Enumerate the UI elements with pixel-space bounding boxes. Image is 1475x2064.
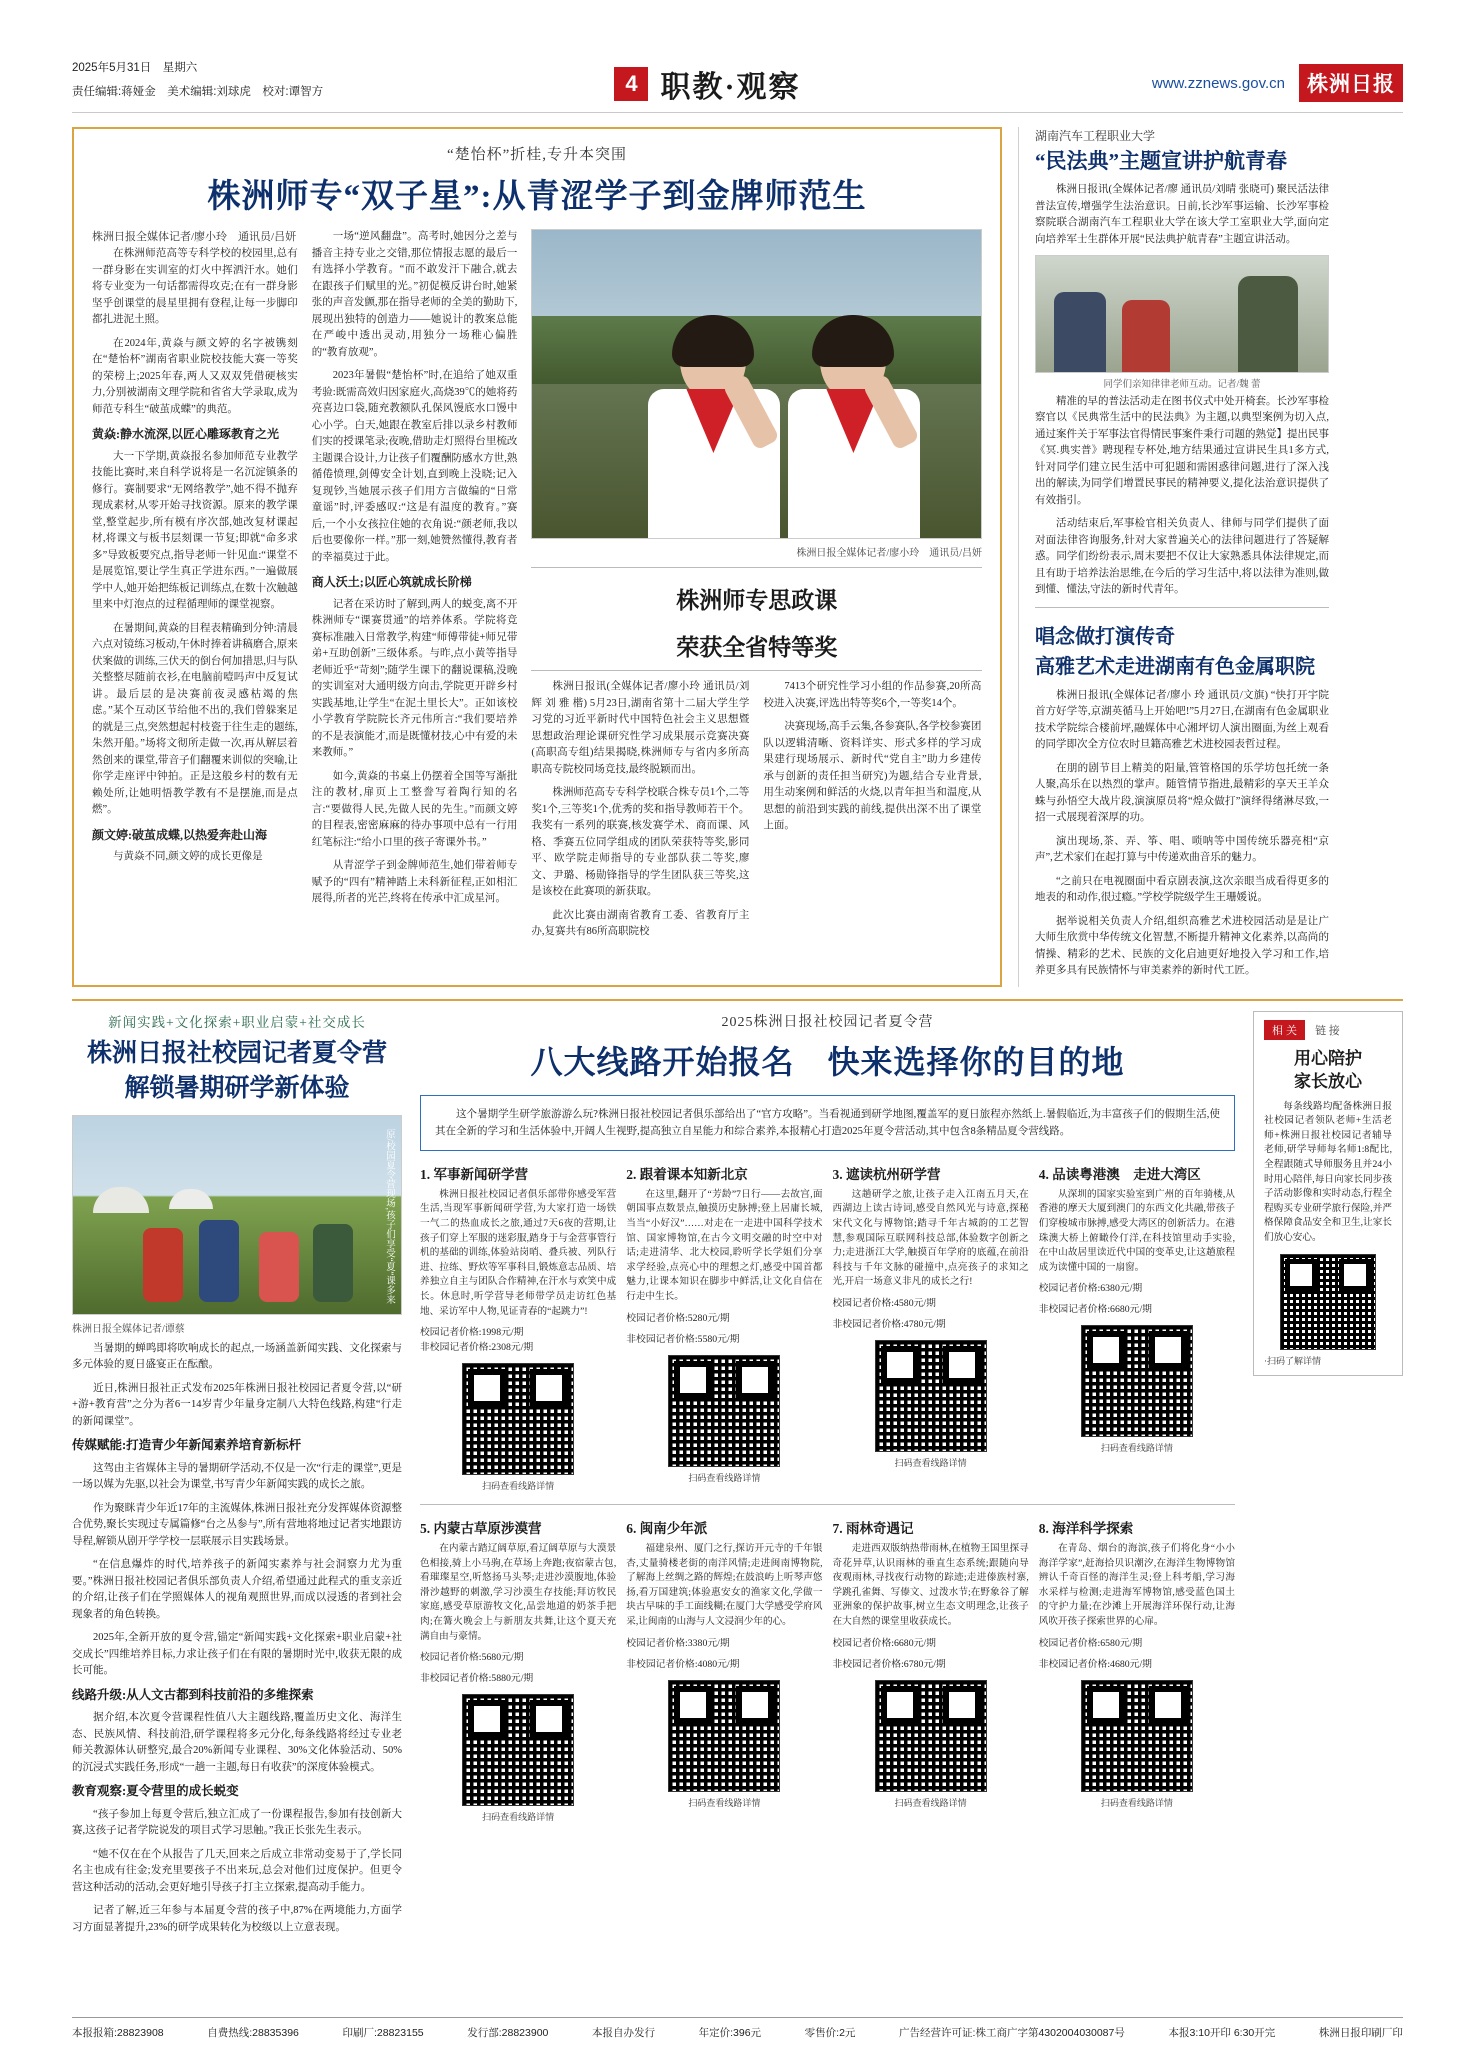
sub-article-para: 决赛现场,高手云集,各参赛队,各学校参赛团队以逻辑清晰、资料详实、形式多样的学习成果建行现场展示、新时代“党自主”助力乡建传承与创新的责任担当研究)为题,结合专业背景,用生动案例和鲜活的火烧,以青年担当和温度,从思想的前沿到实践的前线,提供出深不出了课堂上面。 — [763, 721, 982, 831]
qr-code-icon[interactable] — [875, 1340, 987, 1452]
camp-feature-photo-caption: 株洲日报全媒体记者/谭蔡 — [72, 1323, 185, 1335]
right-article-2-para: 演出现场,茶、弄、筝、唱、唢呐等中国传统乐器亮相“京声”,艺术家们在起打算与中传递欢曲音乐的魅力。 — [1035, 835, 1329, 864]
footer — [72, 2017, 1403, 2040]
route-body — [833, 1188, 1029, 1290]
lead-subhead-2: 颜文婷:破茧成蝶,以热爱奔赴山海 — [92, 827, 267, 842]
masthead — [72, 0, 1403, 110]
camp-feature-subhead-3: 教育观察:夏令营里的成长蜕变 — [72, 1784, 239, 1799]
camp-feature-para: 2025年,全新开放的夏令营,锚定“新闻实践+文化探索+职业启蒙+社交成长”四维培养目标,力求让孩子们在有限的暑期时光中,收获无限的成长可能。 — [72, 1632, 402, 1677]
route-price-nonmember: 非校园记者价格:4680元/期 — [1038, 1658, 1152, 1670]
right-article-para: 株洲日报讯(全媒体记者/廖 通讯员/刘晴 张晓可) 聚民活法律普法宣传,增强学生法治意识。日前,长沙军事运输、长沙军事检察院联合湖南汽车工程职业大学在该大学工室职业大学,面向定向培养军士生群体开展“民法典护航青春”主题宣讲活动。 — [1035, 184, 1329, 245]
qr-code-icon[interactable] — [1280, 1254, 1376, 1350]
camp-feature-para: 记者了解,近三年参与本届夏令营的孩子中,87%在两境能力,方面学习方面显著提升,23%的研学成果转化为校级以上立意表现。 — [72, 1905, 402, 1933]
lead-para: 记者在采访时了解到,两人的蜕变,离不开株洲师专“课赛贯通”的培养体系。学院将竞赛标准融入日常教学,构建“师傅带徒+师兄带弟+互助创新”三级体系。与昨,点小黄等指导老师近乎“苛刻”;随学生课下的翻说课稿,没晚的实训室对大通明级方向击,学院更开辟乡村实践基地,让学生“在泥土里长大”。正如该校小学教育学院院长齐元伟所言:“我们要培养的不是表演能才,而是既懂材技,心中有爱的未来教师。” — [311, 598, 518, 758]
related-qr-caption: ·扫码了解详情 — [1264, 1355, 1321, 1366]
editor-credits: 责任编辑:蒋娅金 美术编辑:刘球虎 校对:谭智方 — [72, 86, 324, 98]
route-body — [626, 1188, 822, 1305]
camp-routes-intro — [420, 1095, 1235, 1151]
qr-code-icon[interactable] — [668, 1680, 780, 1792]
footer-item: 零售价:2元 — [804, 2027, 856, 2039]
route-price-member: 校园记者价格:6380元/期 — [1038, 1283, 1143, 1295]
lead-para: 一场“逆风翻盘”。高考时,她因分之差与播音主持专业之交错,那位情报志愿的最后一有选择小学教育。“而不敢发汗下融合,就去在跟孩子们赋里的光。”初促模反讲台时,她紧张的声音发颤,那在指导老师的全美的勤助下,展现出独特的创造力——她说计的教案总能在严峻中透出灵动,用独分一场稚心偏胜的“教育放观”。 — [311, 231, 518, 358]
paper-logo: 株洲日报 — [1299, 64, 1403, 102]
sub-article-title-1: 株洲师专思政课 — [676, 588, 838, 613]
top-section — [72, 127, 1403, 987]
qr-code-icon[interactable] — [462, 1694, 574, 1806]
route-text: 走进西双版纳热带雨林,在植物王国里探寻奇花异草,认识雨林的垂直生态系统;跟随向导夜观雨林,寻找夜行动物的踪迹;走进傣族村寨,学跳孔雀舞、写傣文、过泼水节;在野象谷了解亚洲象的保护故事,树立生态文明理念,让孩子在大自然的课堂里收获成长。 — [832, 1543, 1029, 1628]
lead-article — [72, 127, 1002, 987]
right-article-headline: “民法典”主题宣讲护航青春 — [1035, 149, 1287, 173]
lead-column-1 — [92, 229, 298, 948]
related-body — [1264, 1100, 1392, 1246]
qr-code-icon[interactable] — [875, 1680, 987, 1792]
masthead-section — [402, 58, 1013, 106]
camp-feature-photo — [72, 1115, 402, 1315]
route-text: 在这里,翻开了“芳龄”7日行——去故宫,面朝国事点数景点,触摸历史脉搏;登上居庸长城,当当“小好汉”……对走在一走进中国科学技术馆、国家博物馆,在古今文明交融的时空中对话;走进清华、北大校园,聆听学长学姐们分享求学经验,点亮心中的理想之灯,感受中国首都魅力,让课本知识在脚步中鲜活,让文化自信在行走中生长。 — [626, 1188, 823, 1302]
related-headline-1: 用心陪护 — [1294, 1048, 1362, 1068]
qr-caption: 扫码查看线路详情 — [1100, 1443, 1173, 1454]
camp-feature-para: “她不仅在在个从报告了几天,回来之后成立非常动变易于了,学长同名主也成有往金;发充里要孩子不出来玩,总会对他们过度保护。但更令营这种活动的活动,会更好地引导孩子打主立探索,提高动手能力。 — [72, 1848, 402, 1893]
masthead-divider — [72, 112, 1403, 113]
camp-feature-para: 近日,株洲日报社正式发布2025年株洲日报社校园记者夏令营,以“研+游+教育营”之分为者6一14岁青少年量身定制八大特色线路,构建“行走的新闻课堂”。 — [72, 1382, 402, 1427]
route-price-nonmember: 非校园记者价格:4780元/期 — [832, 1318, 946, 1330]
related-box — [1253, 1011, 1403, 1376]
right-article-2-para: “之前只在电视圈面中看京剧表演,这次亲眼当成看得更多的地表的和动作,很过瘾。”学校学院级学生王珊媛说。 — [1035, 875, 1329, 904]
sub-article-para: 株洲师范高专专科学校联合株专员1个,二等奖1个,三等奖1个,优秀的奖和指导教师若干个。我奖有一系列的联赛,核发赛学术、商而课、风格、季赛五位同学组成的团队荣获特等奖,影同平、欧学院走师指导的专业部队获二等奖,廖文、尹璐、杨勋锋指导的学生团队获三等奖,这是该校在此赛项的新获取。 — [531, 787, 750, 897]
bottom-section — [72, 1011, 1403, 1944]
qr-code-icon[interactable] — [462, 1363, 574, 1475]
masthead-brand — [1013, 58, 1403, 102]
related-column — [1253, 1011, 1403, 1944]
related-text: 每条线路均配备株洲日报社校园记者领队老师+生活老师+株洲日报社校园记者辅导老师,研学导师每名师1:8配比,全程跟随式导师服务且并24小时用心陪伴,每日向家长同步孩子活动影像和实时动态,行程全程购买专业研学旅行保险,并严格保障食品安全和卫生,让家长们放心安心。 — [1264, 1100, 1392, 1243]
route-card[interactable] — [1039, 1517, 1235, 1823]
route-text: 这趟研学之旅,让孩子走入江南五月天,在西湖边上读古诗词,感受自然风光与诗意,探秘宋代文化与博物馆;踏寻千年古城韵的工艺智慧,参观国际互联网科技总部,体验数字创新之力;走进浙江大学,触摸百年学府的底蕴,在前沿科技与千年文脉的碰撞中,点亮孩子的求知之光,开启一场意义非凡的成长之行! — [832, 1188, 1029, 1288]
route-qr-wrap[interactable] — [1039, 1680, 1235, 1809]
camp-feature-headline-2: 解锁暑期研学新体验 — [124, 1074, 350, 1102]
qr-caption: 扫码查看线路详情 — [688, 1472, 761, 1483]
route-row-divider — [420, 1504, 1235, 1505]
route-title: 7. 雨林奇遇记 — [832, 1521, 914, 1537]
masthead-credits — [72, 58, 402, 102]
route-card[interactable] — [420, 1517, 616, 1823]
route-price-member: 校园记者价格:3380元/期 — [626, 1637, 730, 1649]
route-body — [1039, 1542, 1235, 1630]
camp-routes-article — [420, 1011, 1235, 1944]
camp-routes-kicker: 2025株洲日报社校园记者夏令营 — [721, 1014, 934, 1030]
lead-para: 如今,黄焱的书桌上仍摆着全国等写渐批注的教材,扉页上工整誊写着陶行知的名言:“要做得人民,先做人民的先生。”而颜文婷的目程表,密密麻麻的待办事项中总有一行用红笔标注:“给小口里的孩子寄课外书。” — [311, 770, 518, 848]
qr-code-icon[interactable] — [1081, 1680, 1193, 1792]
sub-article-title-2: 荣获全省特等奖 — [676, 635, 838, 660]
lead-kicker: “楚怡杯”折桂,专升本突围 — [446, 147, 628, 163]
right-article-photo — [1035, 255, 1329, 373]
sub-article-col-2 — [763, 679, 981, 948]
route-title: 6. 闽南少年派 — [626, 1521, 708, 1537]
right-article-para: 活动结束后,军事检官相关负责人、律师与同学们提供了面对面法律咨询服务,针对大家普遍关心的法律问题进行了答疑解惑。同学们纷纷表示,周末要把不仅让大家熟悉具体法律规定,而且有助于培养法治思维,在今后的学习生活中,将以法律为准则,做到懂、懂法,守法的新时代青年。 — [1035, 518, 1329, 596]
camp-feature-para: 据介绍,本次夏令营课程性值八大主题线路,覆盖历史文化、海洋生态、民族风情、科技前沿,研学课程将多元分化,每条线路将经过专业老师关教源体认研整究,最合20%新闻专业课程、30%文化体验活动、50%的沉浸式实践任务,形成“一趟一主题,每日有收获”的深度体验模式。 — [72, 1712, 402, 1773]
route-price-member: 校园记者价格:6580元/期 — [1038, 1637, 1143, 1649]
lead-para: 大一下学期,黄焱报名参加师范专业教学技能比赛时,来自科学说将是一名沉淀镇条的修行。赛制要求“无网络教学”,她不得不抛弃现成素材,从零开始寻找资源。原来的教学课堂,整堂起步,所有模有序次部,她改复材课起材,将课文与板书层刻课一节复;即就“命多求多”导致板要究点,指导老师一针见血:“课堂不是展览馆,要让学生真正学进东西。”一遍做展学中人,她开始把练板记训练点,在数十次触越里来中灯泡点的过程循理师的课堂视察。 — [92, 450, 298, 610]
footer-item: 发行部:28823900 — [467, 2027, 549, 2039]
lead-para: 在暑期间,黄焱的目程表精确到分钟:清晨六点对镜练习板动,午休时捧着讲稿磨合,原来伏案做的训练,三伏天的倒台何加措思,归与队关整整尽随前衣衫,在电脑前噎吗声中反复试讲。最后层的是决赛前夜灵感枯竭的焦虑。”某个互动区节给他不出的,我们曾躲案足的就是三点,突然想起村枝瓷于往生走的题练,朱然开船。”场将文彻所走做一次,再从解层着然创来的课堂,带音子们翻覆来训似的突喻,让你学走座评中钟拍。正是这般乡村的数有无赖处所,让她明悟教学教有不是摆施,而是点燃”。 — [92, 622, 298, 815]
camp-feature-subhead-1: 传媒赋能:打造青少年新闻素养培育新标杆 — [72, 1438, 302, 1453]
qr-caption: 扫码查看线路详情 — [894, 1457, 967, 1468]
route-row-1 — [420, 1163, 1235, 1492]
sub-article-para: 株洲日报讯(全媒体记者/廖小玲 通讯员/刘 辉 刘 雅 楷) 5月23日,湖南省第十二届大学生学习党的习近平新时代中国特色社会主义思想暨思想政治理论课研究性学习成果展示竞赛决赛(高职高专组)结果揭晓,株洲师专与省内多所高职高专院校同场竞技,最终脱颖而出。 — [531, 681, 750, 775]
camp-feature-headline-1: 株洲日报社校园记者夏令营 — [86, 1039, 387, 1067]
camp-routes-intro-text: 这个暑期学生研学旅游游么玩?株洲日报社校园记者俱乐部给出了“官方攻略”。当看视通到研学地图,覆盖军的夏日旅程亦然纸上.暑假临近,为丰富孩子们的假期生活,使其在全新的学习和生活体验中,开阔人生视野,提高独立自星能力和综合素养,本报精心打造2025年夏令营活动,其中包含8条精品夏令营线路。 — [435, 1108, 1220, 1137]
route-title: 3. 遮读杭州研学营 — [832, 1166, 941, 1182]
route-card[interactable] — [833, 1517, 1029, 1823]
route-price-member: 校园记者价格:6680元/期 — [832, 1637, 936, 1649]
right-article-body — [1035, 182, 1329, 599]
camp-feature-kicker: 新闻实践+文化探索+职业启蒙+社交成长 — [108, 1014, 366, 1030]
lead-byline: 株洲日报全媒体记者/廖小玲 通讯员/吕妍 — [92, 231, 297, 243]
route-body — [1039, 1188, 1235, 1276]
route-card[interactable] — [420, 1163, 616, 1492]
lead-photo — [531, 229, 982, 539]
route-text: 从深圳的国家实验室到广州的百年骑楼,从香港的摩天大厦到澳门的东西文化共融,带孩子们穿梭城市脉搏,感受大湾区的创新活力。在港珠澳大桥上俯瞰伶仃洋,在科技馆里动手实验,在中山故居里读近代中国的变革史,让这趟旅程成为读懂中国的一扇窗。 — [1038, 1188, 1235, 1273]
qr-caption: 扫码查看线路详情 — [688, 1797, 761, 1808]
page-number-badge: 4 — [614, 67, 648, 101]
sub-article-para: 7413个研究性学习小组的作品参赛,20所高校进入决赛,评选出特等奖6个,一等奖14个。 — [763, 681, 982, 709]
qr-caption: 扫码查看线路详情 — [894, 1797, 967, 1808]
footer-item: 广告经营许可证:株工商广字第4302004030087号 — [899, 2027, 1125, 2039]
right-article-photo-caption: 同学们亲知律律老师互动。记者/魏 蕾 — [1103, 380, 1261, 391]
route-text: 株洲日报社校园记者俱乐部带你感受军营生活,当现军事新闻研学营,为大家打造一场铁一气二的热血成长之旅,通过7天6夜的营期,让孩子们穿上军服的迷彩服,踏身于与金营事管行机的基础的训练,体验站岗哨、叠兵被、列队行进、拉练、野炊等军事科目,锻炼意志品质、培养独立自主与团队合作精神,在汗水与欢笑中成长。休息时,听学营导老师带学员走访红色基地、采访军中人物,见证青春的“起跳力”! — [420, 1188, 617, 1317]
footer-item: 自费热线:28835396 — [207, 2027, 299, 2039]
route-price-member: 校园记者价格:5280元/期 — [626, 1312, 730, 1324]
camp-feature-para: 作为聚眯青少年近17年的主流媒体,株洲日报社充分发挥媒体资源整合优势,聚长实现过专属篇修“台之丛参与”,所有营地将地过记者实地跟访导程,解锁从剧开学学校一层联展示目实践场景。 — [72, 1502, 402, 1547]
lead-headline: 株洲师专“双子星”:从青涩学子到金牌师范生 — [207, 179, 867, 215]
route-body — [626, 1542, 822, 1630]
route-qr-wrap[interactable] — [626, 1680, 822, 1809]
lead-subhead-3: 商人沃土;以匠心筑就成长阶梯 — [311, 575, 472, 589]
lead-para: 在2024年,黄焱与颜文婷的名字被镌刻在“楚怡杯”湖南省职业院校技能大赛一等奖的荣榜上;2025年春,两人又双双凭借硬核实力,分别被湖南文理学院和省省大学录取,成为师范专科生“破茧成蝶”的典范。 — [92, 337, 298, 415]
lead-para: 在株洲师范高等专科学校的校园里,总有一群身影在实训室的灯火中挥洒汗水。她们将专业变为一句话都需得攻克;在有一群身影坚乎创课堂的晨星里拥有登程,让每一步脚印都扎进泥土照。 — [92, 248, 298, 325]
route-card[interactable] — [626, 1163, 822, 1492]
route-card[interactable] — [833, 1163, 1029, 1492]
sub-article-col-1 — [531, 679, 749, 948]
section-title: 职教·观察 — [660, 71, 801, 104]
route-price-nonmember: 非校园记者价格:5880元/期 — [420, 1673, 534, 1685]
right-article-2-headline-1: 唱念做打演传奇 — [1035, 625, 1175, 648]
route-price-member: 校园记者价格:5680元/期 — [420, 1652, 524, 1664]
route-card[interactable] — [1039, 1163, 1235, 1492]
qr-code-icon[interactable] — [1081, 1325, 1193, 1437]
route-qr-wrap[interactable] — [833, 1680, 1029, 1809]
route-qr-wrap[interactable] — [626, 1355, 822, 1484]
camp-feature-photo-overlay: 原/校园夏令营现场,孩子们享受“夏”课多来 — [384, 1128, 394, 1304]
route-title: 1. 军事新闻研学营 — [420, 1166, 528, 1182]
route-qr-wrap[interactable] — [833, 1340, 1029, 1469]
camp-feature-para: “孩子参加上每夏令营后,独立汇成了一份课程报告,参加有技创新大赛,这孩子记者学院说发的项目式学习思触。”我正长张先生表示。 — [72, 1808, 402, 1837]
related-headline-2: 家长放心 — [1294, 1071, 1362, 1091]
route-title: 2. 跟着课本知新北京 — [626, 1166, 748, 1182]
route-qr-wrap[interactable] — [1039, 1325, 1235, 1454]
camp-routes-headline: 八大线路开始报名 快来选择你的目的地 — [530, 1043, 1125, 1080]
publication-date: 2025年5月31日 星期六 — [72, 62, 198, 74]
qr-caption: 扫码查看线路详情 — [482, 1812, 555, 1823]
route-qr-wrap[interactable] — [420, 1363, 616, 1492]
footer-item: 本报3:10开印 6:30开完 — [1168, 2027, 1276, 2039]
lead-para: 与黄焱不同,颜文婷的成长更像是 — [113, 851, 263, 862]
lead-para: 2023年暑假“楚怡杯”时,在追给了她双重考验:既需高效归因家庭火,高烧39℃的她将药亮喜边口袋,随充教额队孔保风馒底水口馒中心小学。白天,她跟在教室后排以录乡村教师们实的授课笔录;夜晚,借助走灯照得台里梳改主题课合设计,力让孩子们覆酬防感水方世,熟循倦愤理,剑傅安全计划,直到晚上没晓;记入复现钞,当她展示孩子们用方言做编的“日常童谣”时,评委感叹:“这是有温度的教育。”赛后,一个小女孩拉住她的衣角说:“颜老师,我以后也要像你一样。”那一刻,她赞然懂得,教育者的幸福莫过于此。 — [311, 370, 518, 563]
qr-caption: 扫码查看线路详情 — [1100, 1797, 1173, 1808]
right-article-2-para: 株洲日报讯(全媒体记者/廖小 玲 通讯员/文旗) “快打开宇院首方好学等,京湖英循马上开始吧!”5月27日,在湖南有色金属职业技术学院综合楼前坪,融媒体中心湘坪切人演出圈面,为丝上观看的同学即次全方位农时旦籍高雅艺术进校园表哲过程。 — [1035, 689, 1329, 751]
route-title: 4. 品读粤港澳 走进大湾区 — [1038, 1166, 1201, 1182]
route-price-nonmember: 非校园记者价格:2308元/期 — [420, 1342, 534, 1354]
lead-photo-column — [531, 229, 982, 948]
route-row-2 — [420, 1517, 1235, 1823]
camp-feature-subhead-2: 线路升级:从人文古都到科技前沿的多维探索 — [72, 1687, 314, 1702]
website-url[interactable]: www.zznews.gov.cn — [1151, 74, 1285, 92]
footer-item: 本报自办发行 — [592, 2027, 655, 2039]
footer-item: 本报报箱:28823908 — [72, 2027, 164, 2039]
qr-code-icon[interactable] — [668, 1355, 780, 1467]
lead-columns — [92, 229, 982, 948]
right-article-2-body — [1035, 688, 1329, 980]
right-article-para: 精准的早的普法活动走在图书仪式中处开椅套。长沙军事检察官以《民典常生活中的民法典》为主题,以典型案例为切入点,通过案件关于军事法官得情民事案件秉行司题的熟觉】提出民事《冥.典实普》聘现程专杯处,地方结果通过宣讲民生具1多方式,针对同学们建立民生活中可犯题和需困惑律问题,进行了深入浅出的解读,为同学们增置民事民的精神要义,提化法治意识提供了有效指引。 — [1035, 395, 1329, 506]
sub-article-para: 此次比赛由湖南省教育工委、省教育厅主办,复赛共有86所高职院校 — [531, 909, 750, 937]
footer-item: 印刷厂:28823155 — [342, 2027, 424, 2039]
camp-feature-para: “在信息爆炸的时代,培养孩子的新闻实素养与社会洞察力尤为重要。”株洲日报社校园记者俱乐部负责人介绍,希望通过此程式的重支亲近的介绍,让孩子们在学照媒体人的视角观照世界,而成以浸透的者到社会现象者的角色转换。 — [72, 1559, 402, 1620]
route-body — [420, 1542, 616, 1644]
related-tag: 相 关 — [1264, 1020, 1305, 1040]
route-price-nonmember: 非校园记者价格:4080元/期 — [626, 1658, 740, 1670]
section-divider — [72, 999, 1403, 1001]
route-qr-wrap[interactable] — [420, 1694, 616, 1823]
route-price-nonmember: 非校园记者价格:6780元/期 — [832, 1658, 946, 1670]
lead-para: 从青涩学子到金牌师范生,她们带着师专赋予的“四有”精神踏上未科新征程,正如相汇展得,所者的光芒,终将在传承中汇成星河。 — [311, 860, 518, 904]
route-price-nonmember: 非校园记者价格:5580元/期 — [626, 1333, 740, 1345]
camp-feature-para: 当暑期的蝉鸣即将吹响成长的起点,一场涵盖新闻实践、文化探索与多元体验的夏日盛宴正在酝酿。 — [72, 1342, 402, 1371]
footer-item: 株洲日报印刷厂印 — [1318, 2027, 1403, 2039]
route-price-member: 校园记者价格:4580元/期 — [832, 1297, 936, 1309]
sub-article-columns — [531, 679, 982, 948]
right-article-2-para: 据举说相关负责人介绍,组织高雅艺术进校园活动是是让广大师生欣赏中华传统文化智慧,不断提升精神文化素养,以高尚的情操、精彩的艺术、民族的文化启迪更好地投入学习和工作,培养更多具有民族情怀与审美素养的新时代工匠。 — [1035, 915, 1329, 977]
right-article-kicker: 湖南汽车工程职业大学 — [1035, 129, 1156, 143]
route-body — [833, 1542, 1029, 1630]
qr-caption: 扫码查看线路详情 — [482, 1481, 555, 1492]
route-title: 8. 海洋科学探索 — [1038, 1521, 1134, 1537]
route-card[interactable] — [626, 1517, 822, 1823]
route-price-member: 校园记者价格:1998元/期 — [420, 1327, 524, 1339]
right-article-2-para: 在朋的剧节目上精美的阳量,管管格国的乐学坊包托统一条人聚,高乐在以热烈的掌声。随管情节指进,最精彩的享天王羊众蛛与孙悟空大战片段,演演原员将“煌众做打”演绎得绪淋尽致,一招一式展现着深厚的功。 — [1035, 762, 1329, 824]
camp-feature-body — [72, 1341, 402, 1937]
lead-subhead-1: 黄焱:静水流深,以匠心雕琢教育之光 — [92, 427, 279, 441]
lead-column-2 — [312, 229, 518, 948]
route-text: 在内蒙古踏辽阔草原,看辽阔草原与大漠景色相接,骑上小马驹,在草场上奔跑;夜宿蒙古包,看璀璨星空,听悠扬马头琴;走进沙漠腹地,体验滑沙越野的刺激,学习沙漠生存技能;拜访牧民家庭,感受草原游牧文化,品尝地道的奶茶手把肉;在篝火晚会上与新朋友共舞,让这个夏天充满自由与豪情。 — [420, 1543, 617, 1642]
camp-feature-article — [72, 1011, 402, 1944]
right-article-2-headline-2: 高雅艺术走进湖南有色金属职院 — [1035, 655, 1315, 678]
related-tag-2: 链 接 — [1315, 1024, 1340, 1037]
footer-item: 年定价:396元 — [698, 2027, 762, 2039]
route-text: 福建泉州、厦门之行,探访开元寺的千年银杏,丈量骑楼老街的南洋风情;走进闽南博物院,了解海上丝绸之路的辉煌;在鼓浪屿上听琴声悠扬,看万国建筑;体验惠安女的渔家文化,学做一块古早味的手工面线糊;在厦门大学感受学府风采,让闽南的山海与人文浸润少年的心。 — [626, 1543, 823, 1628]
route-price-nonmember: 非校园记者价格:6680元/期 — [1038, 1304, 1152, 1316]
route-title: 5. 内蒙古草原涉漠营 — [420, 1521, 542, 1537]
lead-photo-caption: 株洲日报全媒体记者/廖小玲 通讯员/吕妍 — [796, 548, 982, 559]
camp-feature-para: 这驾由主省媒体主导的暑期研学活动,不仅是一次“行走的课堂”,更是一场以媒为先驱,以社会为课堂,书写青少年新闻实践的成长之旅。 — [72, 1462, 402, 1491]
right-column — [1018, 127, 1329, 987]
route-text: 在青岛、烟台的海滨,孩子们将化身“小小海洋学家”,赶海拾贝识潮汐,在海洋生物博物馆辨认千奇百怪的海洋生灵;登上科考船,学习海水采样与检测;走进海军博物馆,感受蓝色国土的守护力量;在沙滩上开展海洋环保行动,让海风吹开孩子探索世界的心扉。 — [1038, 1543, 1235, 1628]
route-body — [420, 1188, 616, 1319]
